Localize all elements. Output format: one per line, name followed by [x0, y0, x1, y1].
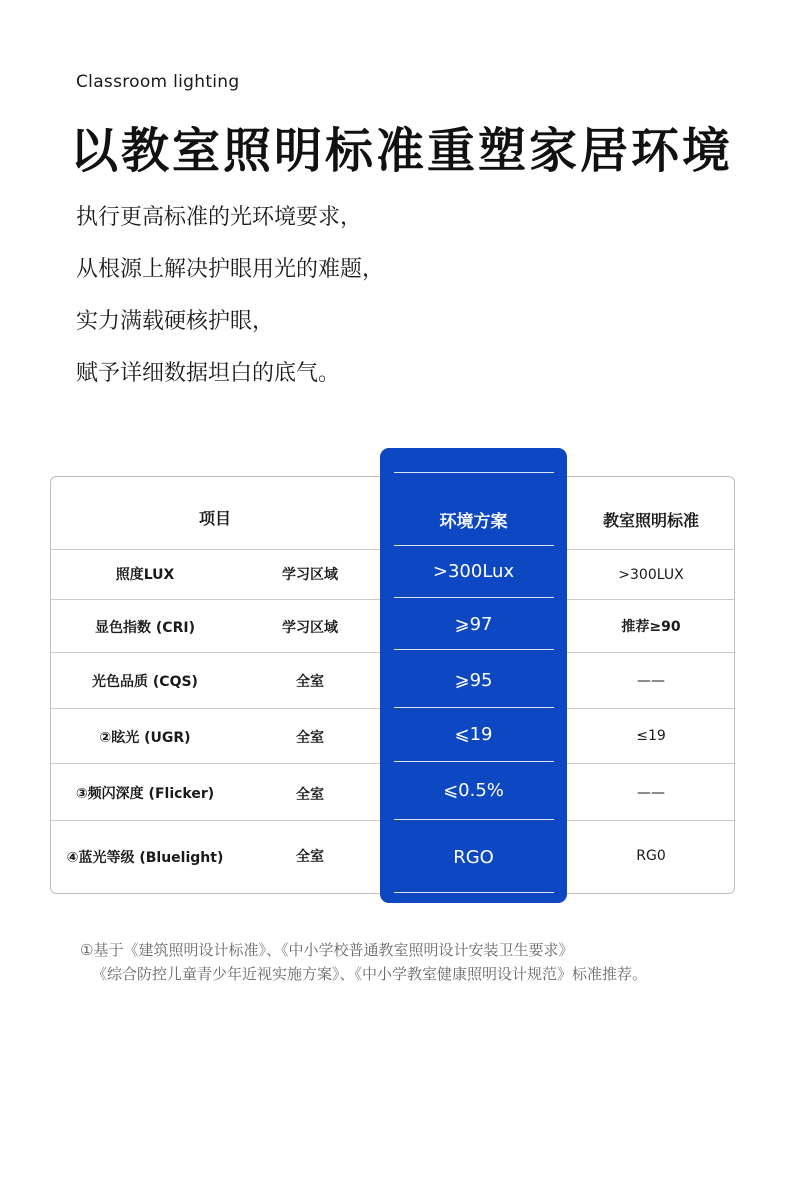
- row-standard-value: RG0: [636, 848, 666, 864]
- intro-line: 从根源上解决护眼用光的难题，: [76, 257, 385, 282]
- row-standard-value: ——: [637, 673, 665, 689]
- row-item-label: ④蓝光等级 (Bluelight): [66, 850, 224, 866]
- header-standard: 教室照明标准: [602, 510, 699, 530]
- header-item: 项目: [198, 508, 231, 528]
- row-standard-value: 推荐≥90: [621, 619, 681, 635]
- header-solution: 环境方案: [439, 511, 508, 532]
- row-standard-value: ≤19: [636, 728, 666, 744]
- solution-divider: [394, 472, 554, 473]
- solution-divider: [394, 819, 554, 820]
- page-title: 以教室照明标准重塑家居环境: [70, 123, 734, 179]
- solution-divider: [394, 892, 554, 893]
- footnote: [80, 938, 647, 986]
- row-solution-value: RGO: [453, 846, 494, 868]
- solution-divider: [394, 597, 554, 598]
- solution-divider: [394, 761, 554, 762]
- intro-line: 赋予详细数据坦白的底气。: [76, 361, 341, 386]
- row-solution-value: ⩾97: [454, 613, 493, 635]
- row-solution-value: ⩽0.5%: [443, 779, 504, 801]
- solution-divider: [394, 649, 554, 650]
- row-standard-value: >300LUX: [618, 567, 684, 583]
- intro-line: 实力满载硬核护眼，: [76, 309, 275, 334]
- row-solution-value: >300Lux: [432, 560, 515, 582]
- row-area: 全室: [296, 730, 324, 746]
- row-area: 全室: [296, 787, 324, 803]
- row-area: 学习区域: [282, 620, 338, 636]
- row-item-label: 光色品质 (CQS): [92, 674, 198, 690]
- row-area: 全室: [296, 674, 324, 690]
- row-item-label: ②眩光 (UGR): [99, 730, 191, 746]
- row-solution-value: ⩾95: [454, 669, 493, 691]
- intro-text: [76, 200, 384, 408]
- solution-divider: [394, 707, 554, 708]
- footnote-line: 《综合防控儿童青少年近视实施方案》、《中小学教室健康照明设计规范》标准推荐。: [92, 965, 648, 983]
- footnote-line: ①基于《建筑照明设计标准》、《中小学校普通教室照明设计安装卫生要求》: [80, 941, 574, 959]
- row-solution-value: ⩽19: [454, 723, 493, 745]
- row-item-label: 显色指数 (CRI): [95, 620, 195, 636]
- row-item-label: ③频闪深度 (Flicker): [75, 786, 215, 802]
- eyebrow-label: Classroom lighting: [76, 72, 240, 92]
- row-area: 学习区域: [282, 567, 338, 583]
- solution-divider: [394, 545, 554, 546]
- row-area: 全室: [296, 849, 324, 865]
- intro-line: 执行更高标准的光环境要求，: [76, 205, 363, 230]
- row-standard-value: ——: [637, 785, 665, 801]
- row-item-label: 照度LUX: [115, 567, 175, 583]
